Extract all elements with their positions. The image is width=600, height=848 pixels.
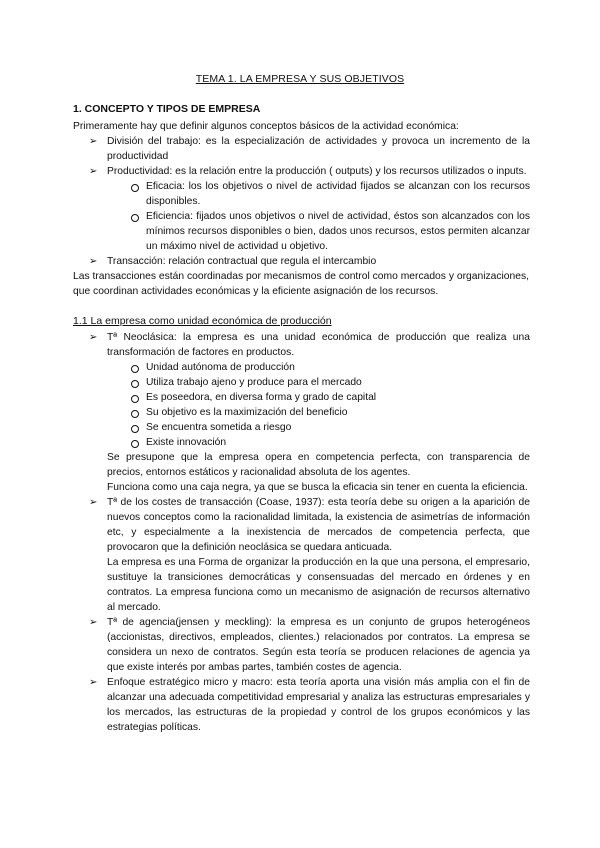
list-item: Es poseedora, en diversa forma y grado de capital (146, 392, 377, 403)
list-item: Su objetivo es la maximización del beneficio (146, 407, 348, 418)
neoclasica-paragraph: Se presupone que la empresa opera en competencia perfecta, con transparencia de precios, entornos estáticos y racionalidad absoluta de los agentes. (107, 452, 530, 478)
closing-paragraph: Las transacciones están coordinadas por mecanismos de control como mercados y organizaciones, que coordinan actividades económicas y la eficiente asignación de los recursos. (73, 271, 529, 297)
sub-bullet-eficacia: Eficacia: los los objetivos o nivel de actividad fijados se alcanzan con los recursos disponibles. (146, 181, 530, 207)
bullet-transaccion: Transacción: relación contractual que regula el intercambio (107, 256, 377, 267)
circle-bullet-icon (131, 380, 139, 388)
list-item: Se encuentra sometida a riesgo (146, 422, 292, 433)
circle-bullet-icon (131, 365, 139, 373)
circle-bullet-icon (131, 440, 139, 448)
bullet-division-trabajo: División del trabajo: es la especialización de actividades y provoca un incremento de la productividad (107, 136, 530, 162)
circle-bullet-icon (131, 214, 139, 222)
list-item: Unidad autónoma de producción (146, 362, 295, 373)
arrow-bullet-icon: ➢ (89, 677, 98, 688)
bullet-enfoque-estrategico: Enfoque estratégico micro y macro: esta teoría aporta una visión más amplia con el fin de alcanzar una adecuada competitividad empresarial y analiza las estructuras empresariales y los mercados, las estructuras de la propiedad y control de los grupos económicos y las estrategias políticas. (107, 677, 530, 733)
circle-bullet-icon (131, 425, 139, 433)
arrow-bullet-icon: ➢ (89, 166, 98, 177)
circle-bullet-icon (131, 395, 139, 403)
document-title: TEMA 1. LA EMPRESA Y SUS OBJETIVOS (195, 73, 405, 85)
list-item: Existe innovación (146, 437, 227, 448)
arrow-bullet-icon: ➢ (89, 497, 98, 508)
intro-paragraph: Primeramente hay que definir algunos conceptos básicos de la actividad económica: (73, 121, 459, 132)
bullet-costes-transaccion: Tª de los costes de transacción (Coase, 1937): esta teoría debe su origen a la aparición de nuevos conceptos como la racionalidad limitada, la existencia de asimetrías de información etc, y especialmente a la inexistencia de mercados de competencia perfecta, que provocaron que la definición neoclásica se quedara anticuada. (107, 497, 530, 553)
bullet-agencia: Tª de agencia(jensen y meckling): la empresa es un conjunto de grupos heterogéneos (accionistas, directivos, empleados, clientes.) relacionados por contratos. La empresa se considera un nexo de contratos. Según esta teoría se producen relaciones de agencia ya que existe interés por ambas partes, también costes de agencia. (107, 617, 530, 673)
arrow-bullet-icon: ➢ (89, 617, 98, 628)
costes-paragraph: La empresa es una Forma de organizar la producción en la que una persona, el empresario, sustituye la transiciones democráticas y consensuadas del mercado en órdenes y en contratos. La empresa funciona como un mecanismo de asignación de recursos alternativo al mercado. (107, 557, 530, 613)
circle-bullet-icon (131, 410, 139, 418)
bullet-neoclasica: Tª Neoclásica: la empresa es una unidad económica de producción que realiza una transformación de factores en productos. (107, 332, 530, 358)
arrow-bullet-icon: ➢ (89, 136, 98, 147)
sub-bullet-eficiencia: Eficiencia: fijados unos objetivos o nivel de actividad, éstos son alcanzados con los mínimos recursos disponibles o bien, dados unos recursos, estos permiten alcanzar un máximo nivel de actividad u objetivo. (146, 211, 530, 252)
section-heading: 1. CONCEPTO Y TIPOS DE EMPRESA (73, 103, 261, 115)
neoclasica-paragraph: Funciona como una caja negra, ya que se busca la eficacia sin tener en cuenta la eficiencia. (107, 482, 528, 493)
bullet-productividad: Productividad: es la relación entre la producción ( outputs) y los recursos utilizados o inputs. (107, 166, 527, 177)
subsection-heading: 1.1 La empresa como unidad económica de producción (73, 315, 332, 327)
list-item: Utiliza trabajo ajeno y produce para el mercado (146, 377, 362, 388)
circle-bullet-icon (131, 184, 139, 192)
arrow-bullet-icon: ➢ (89, 256, 98, 267)
arrow-bullet-icon: ➢ (89, 332, 98, 343)
